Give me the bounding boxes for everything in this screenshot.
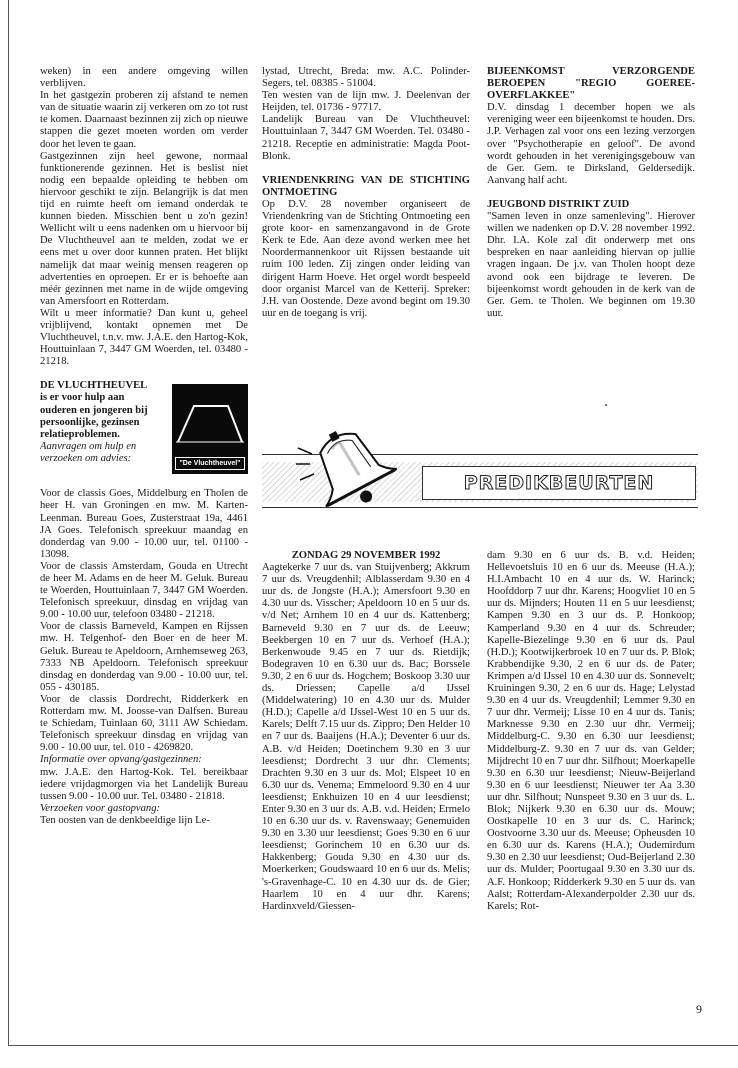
paragraph: "Samen leven in onze samenleving". Hierover willen we nadenken op D.V. 28 november 1992. Dhr. I.A. Kole zal dit onderwerp met ons bespreken en naar aanleiding hiervan op jullie vragen ingaan. De j.v. van Tholen hoopt deze avond ook een bijdrage te leveren. De bijeenkomst wordt gehouden in de kerk van de Ger. Gem. te Tholen. We beginnen om 19.30 uur. bbox=[487, 211, 695, 319]
vluchtheuvel-title: DE VLUCHTHEUVEL bbox=[40, 380, 148, 392]
vluchtheuvel-tagline: is er voor hulp aan ouderen en jongeren bij persoonlijke, gezinsen relatieproblemen. bbox=[40, 392, 148, 440]
column-2 bbox=[262, 66, 470, 356]
paragraph: lystad, Utrecht, Breda: mw. A.C. Polinder-Segers, tel. 08385 - 51004. bbox=[262, 66, 470, 90]
page-frame-left bbox=[8, 0, 9, 1045]
paragraph: Op D.V. 28 november organiseert de Vriendenkring van de Stichting Ontmoeting een grote koor- en samenzangavond in de Grote Kerk te Ede. Aan deze avond werken mee het Noordermannenkoor uit Rijssen bestaande uit ruim 100 leden. Zij zingen onder leiding van dirigent Harm Hoeve. Het orgel wordt bespeeld door organist Marcel van de Ketterij. Spreker: J.H. van Oostende. Deze avond begint om 19.30 uur en de toegang is vrij. bbox=[262, 198, 470, 319]
banner-title: PREDIKBEURTEN bbox=[463, 472, 655, 494]
banner-title-box bbox=[422, 466, 696, 500]
paragraph: weken) in een andere omgeving willen verblijven. bbox=[40, 66, 248, 90]
section-heading: JEUGBOND DISTRIKT ZUID bbox=[487, 198, 630, 210]
paragraph: Ten oosten van de denkbeeldige lijn Le- bbox=[40, 814, 210, 826]
vluchtheuvel-block bbox=[40, 380, 248, 488]
page-frame-bottom bbox=[8, 1045, 738, 1046]
section-heading: BIJEENKOMST VERZORGENDE BEROEPEN "REGIO GOEREE-OVERFLAKKEE" bbox=[487, 66, 695, 102]
date-heading: ZONDAG 29 NOVEMBER 1992 bbox=[291, 550, 441, 561]
church-bell-icon bbox=[292, 420, 410, 520]
paragraph: In het gastgezin proberen zij afstand te nemen van de situatie waarin zij verkeren om zo tot rust te komen. Daarnaast bezinnen zij zich op nieuwe stappen die gezet moeten worden om verder door het leven te gaan. bbox=[40, 90, 248, 150]
paragraph: Ten westen van de lijn mw. J. Deelenvan der Heijden, tel. 01736 - 97717. bbox=[262, 90, 470, 114]
column-3 bbox=[487, 66, 695, 356]
vluchtheuvel-text bbox=[40, 380, 160, 465]
paragraph: Voor de classis Amsterdam, Gouda en Utrecht de heer M. Adams en de heer M. Geluk. Bureau te Woerden, Houttuinlaan 7, 3447 GM Woerden. Telefonisch spreekuur, dinsdag en vrijdag van 9.00 - 10.00 uur, telefoon 03480 - 21218. bbox=[40, 560, 248, 621]
speck bbox=[605, 404, 607, 406]
predikbeurten-column-1 bbox=[262, 550, 470, 1040]
paragraph: Voor de classis Barneveld, Kampen en Rijssen mw. H. Telgenhof- den Boer en de heer M. Geluk. Bureau te Apeldoorn, Arnhemseweg 263, 7333 NB Apeldoorn. Telefonisch spreekuur dinsdag en donderdag van 9.00 - 10.00 uur, tel. 055 - 430185. bbox=[40, 621, 248, 693]
vluchtheuvel-hill-icon bbox=[172, 384, 248, 454]
paragraph: dam 9.30 en 6 uur ds. B. v.d. Heiden; Hellevoetsluis 10 en 6 uur ds. Meeuse (H.A.); H.I.Ambacht 10 en 4 uur ds. W. Harinck; Hoofddorp 7 uur dhr. Karens; Hoogvliet 10 en 5 uur ds. Mijnders; Houten 11 en 5 uur leesdienst; Kampen 9.30 en 3 uur ds. P. Honkoop; Kamperland 9.30 en 4 uur ds. Schreuder; Kapelle-Biezelinge 9.30 en 6 uur ds. Paul (H.D.); Kootwijkerbroek 10 en 7 uur ds. P. Blok; Krabbendijke 9.30, 2 en 6 uur ds. de Pater; Krimpen a/d IJssel 10 en 4.30 uur ds. Sonnevelt; Kruiningen 9.30, 2 en 6 uur ds. Hage; Lelystad 9.30 en 4 uur ds. Vreugdenhil; Lemmer 9.30 en 7 uur dhr. Vermeij; Lisse 10 en 4 uur ds. Tanis; Marknesse 9.30 en 2.30 uur dhr. Vermeij; Middelburg-C. 9.30 en 6.30 uur leesdienst; Middelburg-Z. 9.30 en 7 uur ds. van Gelder; Mijdrecht 10 en 7 uur dhr. Silfhout; Moerkapelle 9.30 en 6.30 uur leesdienst; Nieuw-Beijerland 9.30 en 6 uur leesdienst; Nieuwer ter Aa 3.30 uur dhr. Silfhout; Nunspeet 9.30 en 3 uur ds. L. Blok; Nijkerk 9.30 en 6.30 uur ds. Mouw; Oostkapelle 10 en 3 uur ds. C. Harinck; Oostvoorne 3.30 uur ds. Meeuse; Opheusden 10 en 6.30 uur ds. Karens (H.A.); Oudemirdum 9.30 en 2.30 uur leesdienst; Oud-Beijerland 2.30 uur ds. Mulder; Poortugaal 9.30 en 3.30 uur ds. A.F. Honkoop; Ridderkerk 9.30 en 5 uur ds. van Aalst; Rotterdam-Alexanderpolder 2.30 uur ds. Karels; Rot- bbox=[487, 550, 695, 912]
paragraph: Wilt u meer informatie? Dan kunt u, geheel vrijblijvend, kontakt opnemen met De Vluchtheuvel, t.n.v. mw. J.A.E. den Hartog-Kok, Houttuinlaan 7, 3447 GM Woerden, tel. 03480 - 21218. bbox=[40, 307, 248, 368]
paragraph: Voor de classis Dordrecht, Ridderkerk en Rotterdam mw. M. Joosse-van Dalfsen. Bureau te Schiedam, Tuinlaan 60, 3111 AW Schiedam. Telefonisch spreekuur dinsdag en vrijdag van 9.00 - 10.00 uur, tel. 010 - 4269820. bbox=[40, 693, 248, 754]
vluchtheuvel-logo-label: "De Vluchtheuvel" bbox=[175, 457, 245, 470]
paragraph: mw. J.A.E. den Hartog-Kok. Tel. bereikbaar iedere vrijdagmorgen via het Landelijk Bureau tussen 9.00 - 10.00 uur. Tel. 03480 - 21818. bbox=[40, 766, 248, 802]
section-heading: VRIENDENKRING VAN DE STICHTING ONTMOETING bbox=[262, 174, 470, 198]
predikbeurten-column-2 bbox=[487, 550, 695, 1040]
paragraph: D.V. dinsdag 1 december hopen we als vereniging weer een bijeenkomst te houden. Drs. J.P. Verhagen zal voor ons een lezing verzorgen over "Psychotherapie en geloof". De avond wordt gehouden in het verenigingsgebouw van de Ger. Gem. te Dirksland, Geldersedijk. Aanvang half acht. bbox=[487, 102, 695, 186]
page-number: 9 bbox=[696, 1002, 702, 1016]
paragraph: Gastgezinnen zijn heel gewone, normaal funktionerende gezinnen. Het is beslist niet nodig een bepaalde opleiding te hebben om hiervoor geschikt te zijn. Belangrijk is dat men tijd en ruimte heeft om iemand onderdak te kunnen bieden. Misschien bent u zo'n gezin! Wellicht wilt u eens nadenken om u hiervoor bij De Vluchtheuvel aan te melden, zodat we er eens met u over door kunnen praten. Het blijkt namelijk dat maar weinig mensen reageren op advertenties en oproepen. Er er is behoefte aan méér gezinnen met name in de wijde omgeving van Amersfoort en Rotterdam. bbox=[40, 150, 248, 307]
paragraph: Landelijk Bureau van De Vluchtheuvel: Houttuinlaan 7, 3447 GM Woerden. Tel. 03480 - 21218. Receptie en administratie: Magda Poot-Blonk. bbox=[262, 114, 470, 162]
info-opvang-heading: Informatie over opvang/gastgezinnen: bbox=[40, 754, 202, 766]
vluchtheuvel-aanvragen: Aanvragen om hulp en verzoeken om advies: bbox=[40, 440, 137, 464]
vluchtheuvel-logo bbox=[172, 384, 248, 474]
paragraph: Aagtekerke 7 uur ds. van Stuijvenberg; Akkrum 7 uur ds. Vreugdenhil; Alblasserdam 9.30 en 4 uur ds. de Jongste (H.A.); Amersfoort 9.30 en 4.30 uur ds. Visscher; Apeldoorn 10 en 5 uur ds. v/d Net; Arnhem 10 en 4 uur ds. Kattenberg; Barneveld 9.30 en 7 uur ds. de Leeuw; Beekbergen 10 en 7 uur ds. Verhoef (H.A.); Berkenwoude 9.45 en 7 uur ds. Rietdijk; Bodegraven 10 en 6.30 uur ds. Bac; Borssele 9.30, 2 en 6 uur ds. Hogchem; Boskoop 3.30 uur ds. Driessen; Capelle a/d IJssel (Middelwatering) 10 en 4.30 uur ds. Mulder (H.D.); Capelle a/d IJssel-West 10 en 5 uur ds. Karels; Delft 7.15 uur ds. Zippro; Den Helder 10 en 7 uur ds. Baaijens (H.A.); Deventer 6 uur ds. A.B. v/d Heiden; Doetinchem 9.30 en 3 uur leesdienst; Dordrecht 3 uur dhr. Clements; Drachten 9.30 en 3 uur ds. Mol; Elspeet 10 en 6.30 uur ds. Venema; Emmeloord 9.30 en 4 uur leesdienst; Enkhuizen 10 en 4 uur leesdienst; Enter 9.30 en 3 uur ds. A.B. v.d. Heiden; Ermelo 10 en 6.30 uur ds. v. Ravenswaay; Genemuiden 9.30 en 3.30 uur leesdienst; Goes 9.30 en 6 uur leesdienst; Gorinchem 10 en 6.30 uur ds. Hakkenberg; Gouda 9.30 en 4.30 uur ds. Moerkerken; Goudswaard 10 en 6 uur ds. Melis; 's-Gravenhage-C. 10 en 4.30 uur ds. de Gier; Haarlem 10 en 4 uur dhr. Karens; Hardinxveld/Giessen- bbox=[262, 562, 470, 912]
verzoeken-heading: Verzoeken voor gastopvang: bbox=[40, 802, 161, 814]
column-1 bbox=[40, 66, 248, 1041]
paragraph: Voor de classis Goes, Middelburg en Tholen de heer H. van Groningen en mw. M. Karten-Leenman. Bureau Goes, Zusterstraat 19a, 4461 JA Goes. Telefonisch spreekuur maandag en donderdag van 9.00 - 10.00 uur, tel. 01100 - 13098. bbox=[40, 488, 248, 560]
